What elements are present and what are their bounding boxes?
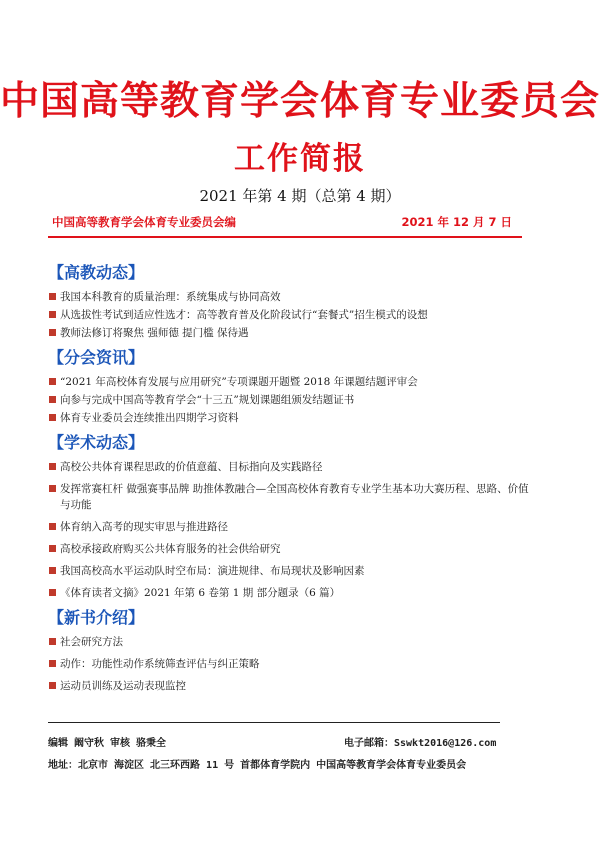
square-bullet-icon xyxy=(49,485,56,492)
list-item[interactable]: 运动员训练及运动表现监控 xyxy=(48,678,532,694)
section-title: 【新书介绍】 xyxy=(48,608,145,627)
editor-line xyxy=(52,214,520,232)
square-bullet-icon xyxy=(49,329,56,336)
square-bullet-icon xyxy=(49,545,56,552)
square-bullet-icon xyxy=(49,396,56,403)
square-bullet-icon xyxy=(49,567,56,574)
issue-number: 2021 年第 4 期（总第 4 期） xyxy=(199,187,401,205)
footer-divider xyxy=(48,722,500,723)
editor-org: 中国高等教育学会体育专业委员会编 xyxy=(52,215,236,229)
list-item[interactable]: 动作：功能性动作系统筛查评估与纠正策略 xyxy=(48,656,532,672)
section-branch-news xyxy=(48,347,532,426)
list-item[interactable]: “2021 年高校体育发展与应用研究”专项课题开题暨 2018 年课题结题评审会 xyxy=(48,374,532,390)
list-item[interactable]: 发挥常赛杠杆 做强赛事品牌 助推体教融合—全国高校体育教育专业学生基本功大赛历程、思路、价值与功能 xyxy=(48,481,532,513)
issue-date: 2021 年 12 月 7 日 xyxy=(401,215,512,229)
square-bullet-icon xyxy=(49,660,56,667)
section-title: 【分会资讯】 xyxy=(48,348,145,367)
section-higher-ed-news xyxy=(48,262,532,341)
section-new-books xyxy=(48,607,532,694)
square-bullet-icon xyxy=(49,463,56,470)
list-item[interactable]: 教师法修订将聚焦 强师德 提门槛 保待遇 xyxy=(48,325,532,341)
editors-credit: 编辑 阚守秋 审核 骆秉全 xyxy=(48,738,167,749)
contents xyxy=(48,262,532,700)
email-contact: 电子邮箱：Sswkt2016@126.com xyxy=(344,738,497,749)
list-item[interactable]: 从选拔性考试到适应性选才：高等教育普及化阶段试行“套餐式”招生模式的设想 xyxy=(48,307,532,323)
list-item[interactable]: 体育纳入高考的现实审思与推进路径 xyxy=(48,519,532,535)
list-item[interactable]: 高校承接政府购买公共体育服务的社会供给研究 xyxy=(48,541,532,557)
square-bullet-icon xyxy=(49,414,56,421)
list-item[interactable]: 我国本科教育的质量治理：系统集成与协同高效 xyxy=(48,289,532,305)
square-bullet-icon xyxy=(49,293,56,300)
list-item[interactable]: 向参与完成中国高等教育学会“十三五”规划课题组颁发结题证书 xyxy=(48,392,532,408)
footer-address: 地址：北京市 海淀区 北三环西路 11 号 首都体育学院内 中国高等教育学会体育专业委员会 xyxy=(48,760,467,771)
list-item[interactable]: 社会研究方法 xyxy=(48,634,532,650)
sub-title: 工作简报 xyxy=(234,141,366,177)
section-academic-news xyxy=(48,432,532,601)
list-item[interactable]: 我国高校高水平运动队时空布局：演进规律、布局现状及影响因素 xyxy=(48,563,532,579)
section-title: 【学术动态】 xyxy=(48,433,145,452)
square-bullet-icon xyxy=(49,378,56,385)
square-bullet-icon xyxy=(49,523,56,530)
section-title: 【高教动态】 xyxy=(48,263,145,282)
main-title: 中国高等教育学会体育专业委员会 xyxy=(0,79,600,124)
list-item[interactable]: 体育专业委员会连续推出四期学习资料 xyxy=(48,410,532,426)
square-bullet-icon xyxy=(49,311,56,318)
square-bullet-icon xyxy=(49,589,56,596)
header-divider xyxy=(48,236,522,238)
footer-credits xyxy=(48,734,518,748)
list-item[interactable]: 高校公共体育课程思政的价值意蕴、目标指向及实践路径 xyxy=(48,459,532,475)
list-item[interactable]: 《体育读者文摘》2021 年第 6 卷第 1 期 部分题录（6 篇） xyxy=(48,585,532,601)
square-bullet-icon xyxy=(49,682,56,689)
square-bullet-icon xyxy=(49,638,56,645)
